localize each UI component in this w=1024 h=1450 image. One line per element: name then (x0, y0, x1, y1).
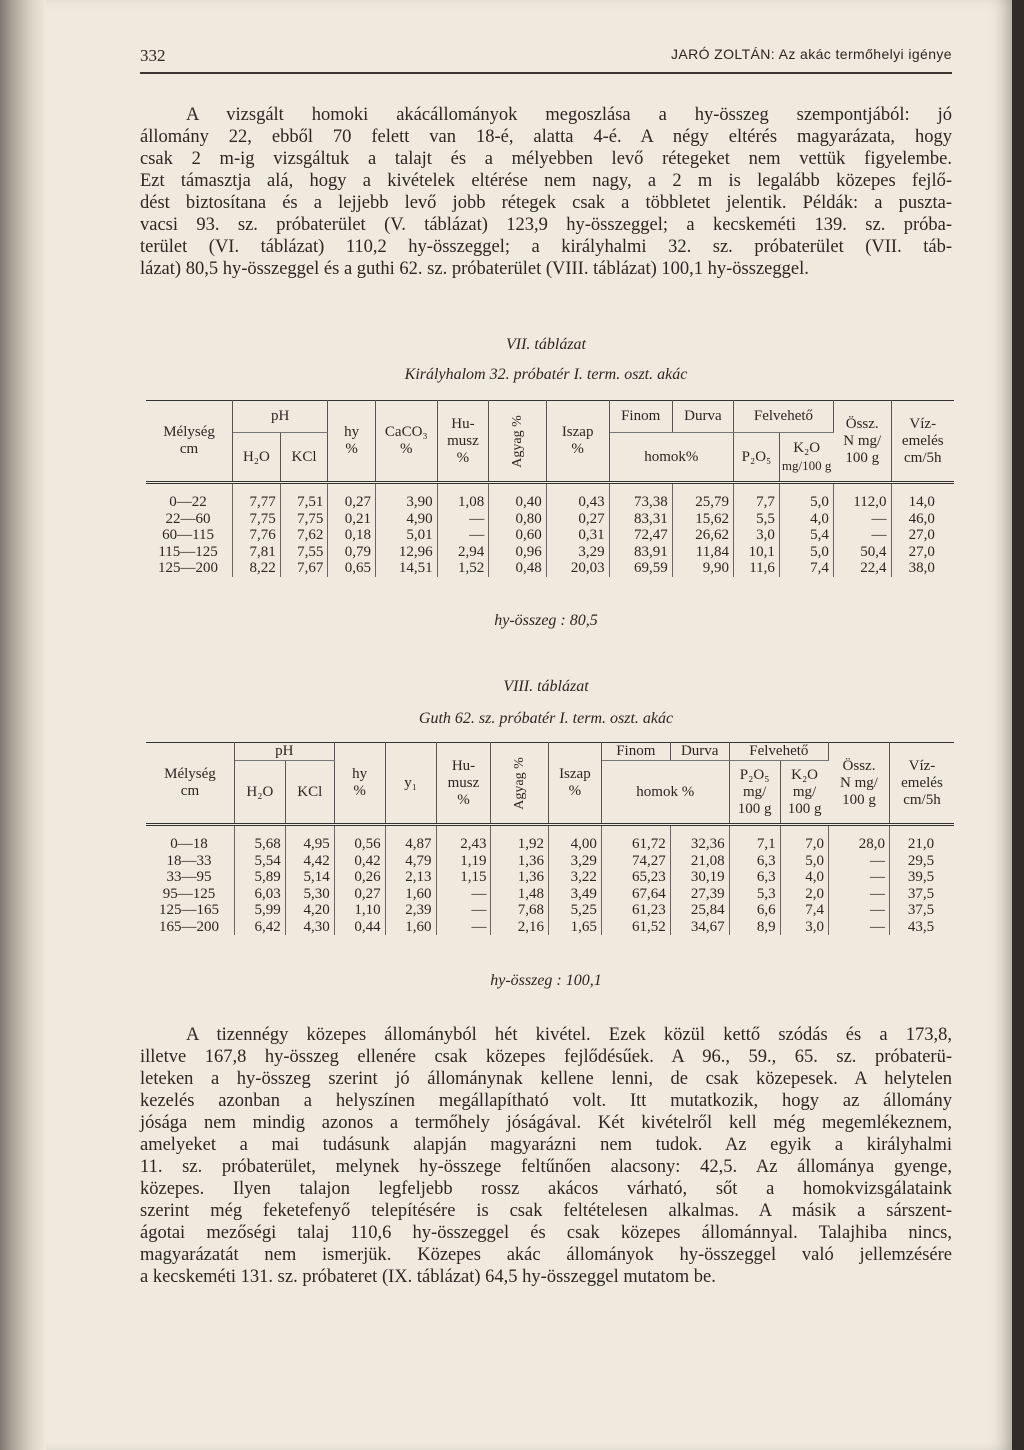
col-ph-kcl: KCl (280, 433, 328, 483)
table-cell: 5,30 (285, 886, 334, 903)
table-cell: 5,68 (234, 825, 285, 853)
table-cell: 5,89 (234, 869, 285, 886)
table-cell: 61,72 (601, 825, 670, 853)
table-cell: 46,0 (908, 510, 935, 527)
running-title: JARÓ ZOLTÁN: Az akác termőhelyi igénye (670, 46, 952, 62)
outro-paragraph (140, 1024, 952, 1288)
text-line: állomány 22, ebből 70 felett van 18-é, alatta 4-é. A négy eltérés magyarázata, hogy (140, 127, 952, 147)
table-cell: 7,4 (779, 560, 833, 577)
table-cell: 15,62 (672, 511, 733, 528)
table8-subtitle: Guth 62. sz. próbatér I. term. oszt. akác (418, 710, 674, 727)
table-cell: 6,03 (234, 886, 285, 903)
table-cell: 0,80 (489, 511, 547, 528)
table-cell: 14,51 (375, 560, 437, 577)
table-cell: 4,42 (285, 853, 334, 870)
text-line: jósága nem mindig azonos a termőhely jóságával. Két kivételről kell még megemlékeznem, (140, 1113, 952, 1133)
table-cell: 1,19 (436, 853, 491, 870)
table-cell: 112,0 (833, 483, 891, 511)
table-row (146, 853, 954, 870)
table7-subtitle: Királyhalom 32. próbatér I. term. oszt. akác (404, 366, 688, 383)
table-cell: 1,15 (436, 869, 491, 886)
text-line: amelyeket a mai tudásunk alapján magyarázni nem tudok. Az egyik a királyhalmi (140, 1135, 952, 1155)
text-line: terület (VI. táblázat) 110,2 hy-összeggel; a királyhalmi 32. sz. próbaterület (VII. táb- (140, 237, 952, 257)
table-cell: 22—60 (146, 511, 233, 528)
col-ph-h2o: H₂O (234, 761, 285, 825)
intro-paragraph (140, 104, 952, 280)
table-cell: 0,65 (328, 560, 376, 577)
table-cell: 61,23 (601, 902, 670, 919)
book-binding (0, 0, 46, 1450)
table-cell: — (829, 902, 890, 919)
table-row (146, 919, 954, 936)
col-y1: y₁ (385, 743, 436, 825)
text-line: vacsi 93. sz. próbaterület (V. táblázat) 123,9 hy-összeggel; a kecskeméti 139. sz. próba- (140, 215, 952, 235)
table-cell: 5,14 (285, 869, 334, 886)
table-cell: — (829, 919, 890, 936)
table-cell: 4,90 (375, 511, 437, 528)
table-cell: 38,0 (908, 560, 935, 576)
table-row (146, 483, 954, 511)
table-cell: 10,1 (734, 544, 780, 561)
table-cell: 7,1 (729, 825, 780, 853)
table-cell: 7,55 (280, 544, 328, 561)
text-line: dést biztosítana és a lejjebb levő jobb rétegek csak a többletet jelentik. Példák: a puszta- (140, 193, 952, 213)
col-total-n: Össz. N mg/ 100 g (833, 401, 891, 483)
table-cell: — (437, 511, 489, 528)
table-cell: 5,0 (780, 853, 828, 870)
table-cell: 7,76 (233, 527, 281, 544)
table-cell: 9,90 (672, 560, 733, 577)
table-row (146, 825, 954, 853)
table-cell: 4,0 (779, 511, 833, 528)
table-cell: 4,0 (780, 869, 828, 886)
table-cell: — (833, 511, 891, 528)
table-cell: 37,5 (907, 885, 935, 902)
col-clay: Agyag % (489, 401, 547, 483)
table-cell: 1,92 (491, 825, 549, 853)
text-line: A tizennégy közepes állományból hét kivétel. Ezek közül kettő szódás és a 173,8, (186, 1025, 952, 1045)
col-coarse: Durva (672, 401, 733, 433)
text-line: lázat) 80,5 hy-összeggel és a guthi 62. sz. próbaterület (VIII. táblázat) 100,1 hy-összeggel. (140, 259, 809, 279)
table-cell: 27,0 (908, 527, 935, 543)
table-cell: 6,3 (729, 853, 780, 870)
table-cell: 1,48 (491, 886, 549, 903)
col-hy: hy % (328, 401, 376, 483)
text-line: illetve 167,8 hy-összeg ellenére csak közepes fejlődésűek. A 96., 59., 65. sz. próbaterü- (140, 1047, 952, 1067)
table-cell: 5,0 (779, 544, 833, 561)
text-line: ágotai mezőségi talaj 110,6 hy-összeggel és csak közepes állománnyal. Talajhiba nincs, (140, 1223, 952, 1243)
table-cell: 4,00 (548, 825, 601, 853)
table-cell: 0,27 (328, 483, 376, 511)
table-cell: 26,62 (672, 527, 733, 544)
table-cell: — (437, 527, 489, 544)
table-cell: 18—33 (146, 853, 234, 870)
table-cell: 7,7 (734, 483, 780, 511)
table-cell: — (829, 853, 890, 870)
table-cell: 67,64 (601, 886, 670, 903)
table-cell: 5,4 (779, 527, 833, 544)
col-fine: Finom (601, 743, 670, 761)
table-cell: 7,67 (280, 560, 328, 577)
table-cell: 7,81 (233, 544, 281, 561)
table-cell: 2,13 (385, 869, 436, 886)
table-cell: 2,16 (491, 919, 549, 936)
table-cell: 61,52 (601, 919, 670, 936)
table-cell: 3,49 (548, 886, 601, 903)
table-cell: 0,27 (546, 511, 609, 528)
table-cell: 0,31 (546, 527, 609, 544)
table-cell: 4,20 (285, 902, 334, 919)
table-cell: 8,22 (233, 560, 281, 577)
table-cell: — (436, 902, 491, 919)
col-sand: homok% (609, 433, 733, 483)
table-cell: 5,3 (729, 886, 780, 903)
table-cell: 2,43 (436, 825, 491, 853)
col-fine: Finom (609, 401, 672, 433)
table-cell: 11,84 (672, 544, 733, 561)
table-cell: 27,0 (908, 543, 935, 560)
col-caco3: CaCO₃ % (375, 401, 437, 483)
col-p2o5: P₂O₅ mg/ 100 g (729, 761, 780, 825)
table7 (146, 400, 954, 577)
table-cell: 1,60 (385, 919, 436, 936)
table7-title: VII. táblázat (506, 336, 586, 353)
col-ph: pH (233, 401, 328, 433)
table-cell: 5,01 (375, 527, 437, 544)
table-cell: 0—22 (146, 483, 233, 511)
table-row (146, 544, 954, 561)
col-k2o: K₂O mg/ 100 g (780, 761, 828, 825)
table-cell: 20,03 (546, 560, 609, 577)
col-water-rise: Víz- emelés cm/5h (889, 743, 954, 825)
table-cell: 0,79 (328, 544, 376, 561)
table-cell: 0,43 (546, 483, 609, 511)
table-cell: 3,0 (734, 527, 780, 544)
col-ph-h2o: H₂O (233, 433, 281, 483)
table8-body (146, 825, 954, 936)
table-cell: 7,77 (233, 483, 281, 511)
table-cell: 65,23 (601, 869, 670, 886)
table-cell: 7,68 (491, 902, 549, 919)
table8 (146, 742, 954, 935)
table-cell: — (436, 886, 491, 903)
table-cell: — (833, 527, 891, 544)
table-cell: 4,79 (385, 853, 436, 870)
table-cell: 29,5 (907, 852, 935, 869)
table-cell: 0,27 (334, 886, 385, 903)
table-cell: 0,60 (489, 527, 547, 544)
table-cell: 69,59 (609, 560, 672, 577)
col-available: Felvehető (729, 743, 828, 761)
table-cell: 0—18 (146, 825, 234, 853)
table-cell: 83,31 (609, 511, 672, 528)
table-cell: 25,84 (670, 902, 729, 919)
table-cell: 5,25 (548, 902, 601, 919)
table-cell: 7,0 (780, 825, 828, 853)
text-line: szerint még feketefenyő telepítésére is csak feltételesen alkalmas. A másik a sárszent- (140, 1201, 952, 1221)
text-line: Ezt támasztja alá, hogy a kivételek eltérése nem nagy, a 2 m is legalább közepes fejlő- (140, 171, 952, 191)
col-coarse: Durva (670, 743, 729, 761)
table-cell: 6,42 (234, 919, 285, 936)
text-line: kezelés azonban a helyszínen megállapítható volt. Itt mutatkozik, hogy az állomány (140, 1091, 952, 1111)
table-row (146, 560, 954, 577)
table-cell: 1,65 (548, 919, 601, 936)
text-line: 11. sz. próbaterület, melynek hy-összege feltűnően alacsony: 42,5. Az állománya gyenge, (140, 1157, 952, 1177)
table-cell: 5,5 (734, 511, 780, 528)
col-depth: Mélység cm (146, 743, 234, 825)
col-silt: Iszap % (546, 401, 609, 483)
col-depth: Mélység cm (146, 401, 233, 483)
table-cell: 60—115 (146, 527, 233, 544)
table-cell: 1,52 (437, 560, 489, 577)
col-ph: pH (234, 743, 334, 761)
table-cell: — (829, 886, 890, 903)
table7-sum: hy-összeg : 80,5 (494, 612, 598, 629)
table-cell: 43,5 (907, 918, 935, 935)
col-hy: hy % (334, 743, 385, 825)
table-cell: 0,56 (334, 825, 385, 853)
table-row (146, 527, 954, 544)
table-cell: 32,36 (670, 825, 729, 853)
table-cell: 4,87 (385, 825, 436, 853)
table8-title: VIII. táblázat (503, 678, 589, 695)
col-ph-kcl: KCl (285, 761, 334, 825)
table-row (146, 886, 954, 903)
text-line: csak 2 m-ig vizsgáltuk a talajt és a mélyebben levő rétegeket nem vettük figyelembe. (140, 149, 952, 169)
table-cell: 72,47 (609, 527, 672, 544)
table-cell: 0,44 (334, 919, 385, 936)
table-cell: 33—95 (146, 869, 234, 886)
table-cell: 25,79 (672, 483, 733, 511)
table-cell: 3,0 (780, 919, 828, 936)
table-cell: 4,95 (285, 825, 334, 853)
col-humus: Hu- musz % (436, 743, 491, 825)
table-cell: 1,60 (385, 886, 436, 903)
table-row (146, 869, 954, 886)
table-cell: — (829, 869, 890, 886)
table8-sum: hy-összeg : 100,1 (490, 972, 602, 989)
table-cell: 7,75 (233, 511, 281, 528)
table-cell: 21,0 (889, 825, 954, 853)
table-cell: 8,9 (729, 919, 780, 936)
table-cell: 34,67 (670, 919, 729, 936)
table-row (146, 511, 954, 528)
table-cell: 1,10 (334, 902, 385, 919)
page-number: 332 (140, 46, 166, 65)
table-cell: 0,21 (328, 511, 376, 528)
table-cell: 1,36 (491, 853, 549, 870)
page-edge-shadow (1012, 0, 1024, 1450)
table-cell: 50,4 (833, 544, 891, 561)
table-cell: 0,48 (489, 560, 547, 577)
col-water-rise: Víz- emelés cm/5h (891, 401, 954, 483)
table-cell: 2,94 (437, 544, 489, 561)
table-cell: 12,96 (375, 544, 437, 561)
table-cell: 125—165 (146, 902, 234, 919)
table-cell: 21,08 (670, 853, 729, 870)
table-cell: 0,96 (489, 544, 547, 561)
table-cell: 30,19 (670, 869, 729, 886)
table-cell: 7,75 (280, 511, 328, 528)
table-cell: 28,0 (829, 825, 890, 853)
table-cell: 0,42 (334, 853, 385, 870)
table-cell: 14,0 (891, 483, 954, 511)
table-cell: 2,39 (385, 902, 436, 919)
table-cell: 7,51 (280, 483, 328, 511)
table-row (146, 902, 954, 919)
table-cell: 1,08 (437, 483, 489, 511)
table-cell: 83,91 (609, 544, 672, 561)
table-cell: 0,18 (328, 527, 376, 544)
text-line: magyarázatát nem ismerjük. Közepes akác állományok hy-összeggel való jellemzésére (140, 1245, 952, 1265)
table-cell: 5,0 (779, 483, 833, 511)
page-header (140, 46, 952, 74)
table-cell: 5,54 (234, 853, 285, 870)
table-cell: 39,5 (907, 869, 935, 885)
table-cell: 115—125 (146, 544, 233, 561)
table-cell: 22,4 (833, 560, 891, 577)
table-cell: 5,99 (234, 902, 285, 919)
col-p2o5: P₂O₅ (734, 433, 780, 483)
table-cell: 165—200 (146, 919, 234, 936)
table-cell: 95—125 (146, 886, 234, 903)
table-cell: 0,40 (489, 483, 547, 511)
table-cell: 11,6 (734, 560, 780, 577)
table-cell: 3,90 (375, 483, 437, 511)
unit-label: mg/100 g (781, 457, 832, 473)
table-cell: 3,29 (548, 853, 601, 870)
table-cell: 7,62 (280, 527, 328, 544)
col-clay: Agyag % (491, 743, 549, 825)
table-cell: 2,0 (780, 886, 828, 903)
table-cell: 37,5 (907, 902, 935, 918)
text-line: a kecskeméti 131. sz. próbateret (IX. táblázat) 64,5 hy-összeggel mutatom be. (140, 1267, 716, 1287)
col-available: Felvehető (734, 401, 834, 433)
table-cell: 27,39 (670, 886, 729, 903)
table-cell: 74,27 (601, 853, 670, 870)
text-line: közepes. Ilyen talajon legfeljebb rossz akácos várható, sőt a homokvizsgálataink (140, 1179, 952, 1199)
col-sand: homok % (601, 761, 729, 825)
table-cell: 3,22 (548, 869, 601, 886)
col-k2o: K₂O mg/100 g (779, 433, 833, 483)
text-line: leteken a hy-összeg szerint jó állománynak kellene lenni, de csak közepesek. A helytelen (140, 1069, 952, 1089)
table-cell: — (436, 919, 491, 936)
table-cell: 7,4 (780, 902, 828, 919)
table-cell: 1,36 (491, 869, 549, 886)
table7-body (146, 483, 954, 577)
table-cell: 4,30 (285, 919, 334, 936)
table-cell: 125—200 (146, 560, 233, 577)
text-line: A vizsgált homoki akácállományok megoszlása a hy-összeg szempontjából: jó (186, 105, 952, 125)
col-silt: Iszap % (548, 743, 601, 825)
table-cell: 6,3 (729, 869, 780, 886)
table-cell: 3,29 (546, 544, 609, 561)
table-cell: 0,26 (334, 869, 385, 886)
table-cell: 73,38 (609, 483, 672, 511)
col-total-n: Össz. N mg/ 100 g (829, 743, 890, 825)
table-cell: 6,6 (729, 902, 780, 919)
col-humus: Hu- musz % (437, 401, 489, 483)
